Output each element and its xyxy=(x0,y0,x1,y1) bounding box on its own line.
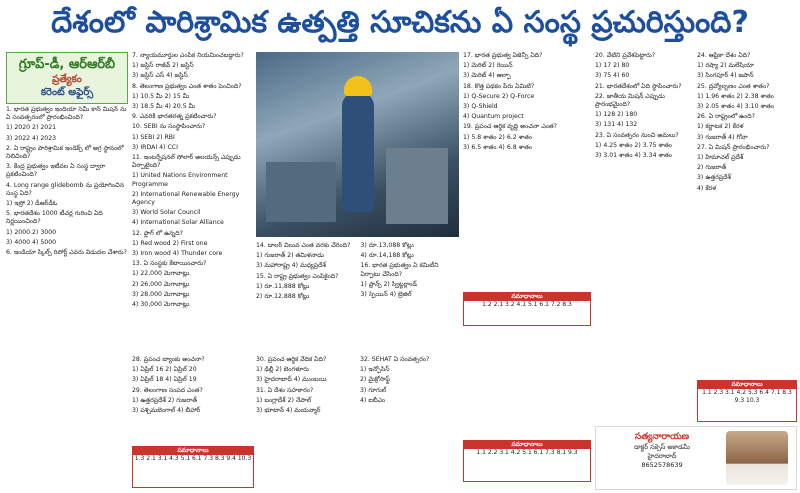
question-text: 10. SEBI ను సంస్థాపించారు? xyxy=(132,123,206,131)
author-details xyxy=(600,431,724,470)
question-option: 2) 26,000 మెగావాట్లు xyxy=(132,280,190,288)
question-column-5 xyxy=(595,52,693,422)
question-option: 3) మెరిట్ 4) ఆల్ఫా xyxy=(463,72,511,80)
question-option: 1) ఉత్తరప్రదేశ్ 2) గుజరాత్ xyxy=(132,396,198,404)
question-text: 23. ఏ సంవత్సరం నుంచి అమలు? xyxy=(595,131,679,139)
question-option: 3) సింగపూర్ 4) జపాన్ xyxy=(697,72,754,80)
question-option: 1) హిమాచల్ ప్రదేశ్ xyxy=(697,154,744,162)
question-option: 2) రూ.12,888 కోట్లు xyxy=(256,293,310,301)
question-column-3 xyxy=(256,242,459,350)
question-text: 3. కేంద్ర ప్రభుత్వం ఇటీవల ఏ సంస్థ ద్వారా ప్రకటించింది? xyxy=(6,163,106,179)
question-option: 1) రూ.11,888 కోట్లు xyxy=(256,282,310,290)
question-option: 1) 17 2) 80 xyxy=(595,62,630,70)
author-credit xyxy=(595,426,797,490)
question-column-4 xyxy=(463,52,589,287)
question-text: 24. ఆఫ్రికా దేశం ఏది? xyxy=(697,52,751,59)
badge-current-affairs: కరెంట్ అఫైర్స్ xyxy=(40,87,94,98)
question-option: 3) హైదరాబాద్ 4) ముంబయి xyxy=(256,376,327,384)
question-option: 1) 128 2) 180 xyxy=(595,111,638,119)
question-text: 25. ద్రవ్యోల్బణం ఎంత శాతం? xyxy=(697,82,770,90)
answer-table-3 xyxy=(463,440,591,482)
question-option: 1) United Nations Environment Programme xyxy=(132,172,228,188)
question-text: 17. భారత ప్రభుత్వ ఏజెన్సీ ఏది? xyxy=(463,52,543,59)
question-option: 1) మెరిట్ 2) రెయిన్ xyxy=(463,62,513,70)
question-text: 12. ఫ్లాగ్ లో ఉన్నది? xyxy=(132,229,183,237)
question-option: 1) 1.96 శాతం 2) 2.38 శాతం xyxy=(697,92,774,100)
question-option: 3) World Solar Council xyxy=(132,209,201,217)
question-text: 16. భారత ప్రభుత్వం ఏ కమిటీని ఏర్పాటు చేసింది? xyxy=(360,262,439,278)
author-photo xyxy=(726,431,788,485)
question-option: 3) ఉత్తరప్రదేశ్ xyxy=(697,174,731,182)
question-option: 4) ఐబీఎం xyxy=(360,396,386,404)
question-option: 1) 10.5 మీ 2) 15 మీ xyxy=(132,92,190,100)
question-option: 1) Q-Secure 2) Q-Force xyxy=(463,92,535,100)
question-text: 30. ప్రపంచ ఆర్థిక వేదిక ఏది? xyxy=(256,356,327,363)
question-option: 3) IRDAI 4) CCI xyxy=(132,143,178,151)
answer-key: 1.2 2.1 3.2 4.1 5.1 6.1 7.2 8.3 xyxy=(482,301,572,308)
question-text: 5. భారతదేశం 1000 టీచర్ల గురించి ఏది నిర్ణయించింది? xyxy=(6,210,103,226)
answer-key: 1.1 2.2 3.1 4.2 5.1 6.1 7.3 8.1 9.3 xyxy=(476,449,578,456)
question-option: 3) 18.5 మీ 4) 20.5 మీ xyxy=(132,103,196,111)
badge-special: ప్రత్యేకం xyxy=(52,74,82,85)
question-text: 6. ఇండియా స్కిల్స్ రిపోర్ట్ ఎవరు విడుదల చేశారు? xyxy=(6,249,127,257)
question-option: 1) ఫ్రాన్స్ 2) స్విట్జర్లాండ్ xyxy=(360,280,418,288)
question-text: 22. జాతీయ మిషన్ ఎప్పుడు ప్రారంభమైంది? xyxy=(595,92,665,109)
question-text: 14. డాలర్ విలువ ఎంత వరకు చేరింది? xyxy=(256,242,351,249)
answer-table-1 xyxy=(463,292,591,326)
answer-table-4 xyxy=(697,380,797,422)
question-text: 8. తెలంగాణ ప్రభుత్వం ఎంత శాతం పెంచింది? xyxy=(132,82,242,90)
question-option: 1) ఢిల్లీ 2) బెంగళూరు xyxy=(256,366,310,374)
answer-table-title: సమాధానాలు xyxy=(464,293,590,301)
question-text: 29. తెలంగాణ సంపద ఎంత? xyxy=(132,386,203,394)
question-text: 15. ఏ రాష్ట్ర ప్రభుత్వం ఎంపికైంది? xyxy=(256,272,339,280)
question-text: 32. SEHAT ఏ సంవత్సరం? xyxy=(360,356,430,363)
author-academy: డాక్టర్ సక్సెస్ అకాడమీ xyxy=(634,443,690,451)
question-option: 3) రూ.13,088 కోట్లు xyxy=(360,242,414,249)
author-city: హైదరాబాద్ xyxy=(647,452,677,460)
question-text: 28. ప్రపంచ బ్యాంకు అంచనా? xyxy=(132,356,205,363)
question-option: 1) SEBI 2) RBI xyxy=(132,133,175,141)
question-option: 1) 22,000 మెగావాట్లు xyxy=(132,270,190,278)
question-text: 27. ఏ మిషన్ ప్రారంభించారు? xyxy=(697,143,770,151)
question-option: 3) 2022 4) 2023 xyxy=(6,134,57,142)
question-option: 1) 5.8 శాతం 2) 6.2 శాతం xyxy=(463,133,533,141)
answer-table-title: సమాధానాలు xyxy=(133,447,253,455)
question-option: 1) 2000 2) 3000 xyxy=(6,228,57,236)
question-option: 3) గూగుల్ xyxy=(360,386,387,394)
question-option: 3) Iron wood 4) Thunder core xyxy=(132,250,223,258)
question-option: 4) International Solar Alliance xyxy=(132,219,224,227)
question-option: 3) ఏప్రిల్ 18 4) ఏప్రిల్ 19 xyxy=(132,376,197,384)
question-option: 3) పశ్చిమబెంగాల్ 4) బీహార్ xyxy=(132,407,201,415)
helmet-shape xyxy=(344,76,372,96)
answer-table-2 xyxy=(132,446,254,488)
question-option: 2) International Renewable Energy Agency xyxy=(132,190,240,207)
section-badge xyxy=(6,52,128,104)
question-column-6 xyxy=(697,52,795,372)
question-option: 3) గుజరాత్ 4) గోవా xyxy=(697,133,748,141)
question-option: 4) Quantum project xyxy=(463,113,524,121)
factory-worker-photo xyxy=(256,52,459,237)
question-option: 1) 4.25 శాతం 2) 3.75 శాతం xyxy=(595,141,672,149)
question-option: 2) గుజరాత్ xyxy=(697,164,727,172)
question-option: 1) జస్టిస్ రాజీవ్ 2) జస్టిస్ xyxy=(132,62,194,70)
author-phone: 8652578639 xyxy=(641,461,683,469)
question-option: 3) భూటాన్ 4) మయన్మార్ xyxy=(256,407,321,415)
question-text: 18. కొత్త పథకం పేరు ఏమిటి? xyxy=(463,82,535,90)
machine-shape xyxy=(386,148,448,224)
question-option: 3) 75 4) 60 xyxy=(595,72,630,80)
question-text: 1. భారత ప్రభుత్వం ఇందియా సెమీ కాన్ మిషన్ ను ఏ సంవత్సరంలో ప్రారంభించింది? xyxy=(6,106,127,122)
question-text: 9. ఎవరికి భారతరత్న ప్రకటించారు? xyxy=(132,113,217,121)
question-column-2 xyxy=(132,52,252,352)
question-option: 3) మహారాష్ట్ర 4) మధ్యప్రదేశ్ xyxy=(256,262,326,270)
question-column-8 xyxy=(256,356,356,486)
question-option: 1) ఇన్ఫోసిస్ xyxy=(360,366,390,374)
question-option: 3) Q-Shield xyxy=(463,103,498,111)
answer-key: 1.1 2.3 3.1 4.2 5.3 6.4 7.1 8.3 9.3 10.3 xyxy=(702,389,792,404)
question-column-7 xyxy=(132,356,252,440)
question-text: 2. ఏ రాష్ట్రం పారిశ్రామిక ఇండెక్స్ లో అగ్ర స్థానంలో నిలిచింది? xyxy=(6,144,124,161)
question-option: 1) రష్యా 2) మలేషియా xyxy=(697,62,754,70)
question-option: 4) 30,000 మెగావాట్లు xyxy=(132,301,190,309)
question-option: 3) స్పెయిన్ 4) బ్రెజిల్ xyxy=(360,291,412,299)
question-option: 3) జస్టిస్ ఎస్ 4) జస్టిస్ xyxy=(132,72,188,80)
question-text: 7. న్యాయమూర్తుల ఎంపిక నియమించబడ్డారు? xyxy=(132,52,244,59)
question-option: 4) రూ.14,188 కోట్లు xyxy=(360,252,414,260)
worker-figure xyxy=(342,92,374,212)
question-option: 3) 4000 4) 5000 xyxy=(6,238,57,246)
question-text: 20. వేటిని ప్రవేశపెట్టారు? xyxy=(595,52,656,59)
machine-shape xyxy=(266,162,336,222)
question-text: 19. ప్రపంచ ఆర్థిక వృద్ధి అంచనా ఎంత? xyxy=(463,123,557,131)
question-text: 13. ఏ సంస్థకు కేటాయించారు? xyxy=(132,260,207,268)
question-option: 3) 2.05 శాతం 4) 3.10 శాతం xyxy=(697,103,774,111)
question-option: 1) Red wood 2) First one xyxy=(132,239,208,247)
answer-table-title: సమాధానాలు xyxy=(464,441,590,449)
question-column-9 xyxy=(360,356,460,486)
question-option: 1) బంగ్లాదేశ్ 2) నేపాల్ xyxy=(256,396,311,404)
question-option: 1) గుజరాత్ 2) తమిళనాడు xyxy=(256,252,324,260)
answer-table-title: సమాధానాలు xyxy=(698,381,796,389)
question-text: 21. భారతదేశంలో ఏది స్థాపించారు? xyxy=(595,82,682,90)
question-option: 3) 131 4) 132 xyxy=(595,121,638,129)
question-option: 1) ఏప్రిల్ 16 2) ఏప్రిల్ 20 xyxy=(132,366,197,374)
question-text: 4. Long range glidebomb ను ప్రయోగించిన సంస్థ ఏది? xyxy=(6,181,125,197)
answer-key: 1.3 2.1 3.1 4.3 5.1 6.1 7.3 8.3 9.4 10.3 xyxy=(134,455,252,462)
question-option: 1) ఇస్రో 2) డీఆర్‌డీఓ xyxy=(6,200,58,208)
question-option: 3) 28,000 మెగావాట్లు xyxy=(132,290,190,298)
question-text: 31. ఏ దేశం సహకారం? xyxy=(256,386,314,394)
question-option: 4) కేరళ xyxy=(697,184,717,192)
question-option: 3) 6.5 శాతం 4) 6.8 శాతం xyxy=(463,143,533,151)
question-option: 1) 2020 2) 2021 xyxy=(6,124,57,132)
question-text: 26. ఏ రాష్ట్రంలో ఉంది? xyxy=(697,113,755,121)
question-option: 3) 3.01 శాతం 4) 3.34 శాతం xyxy=(595,152,672,160)
page-headline: దేశంలో పారిశ్రామిక ఉత్పత్తి సూచికను ఏ సంస్థ ప్రచురిస్తుంది? xyxy=(51,5,749,40)
badge-title: గ్రూప్-డీ, ఆర్‌ఆర్‌బీ xyxy=(18,57,116,72)
author-name: సత్యనారాయణ xyxy=(634,432,690,442)
question-option: 1) కర్ణాటక 2) కేరళ xyxy=(697,123,744,131)
question-text: 11. ఇంటర్నేషనల్ సోలార్ అలయన్స్ ఎప్పుడు ఏర్పాటైంది? xyxy=(132,154,241,170)
question-option: 2) మైక్రోసాఫ్ట్ xyxy=(360,376,390,384)
question-column-1 xyxy=(6,106,128,490)
